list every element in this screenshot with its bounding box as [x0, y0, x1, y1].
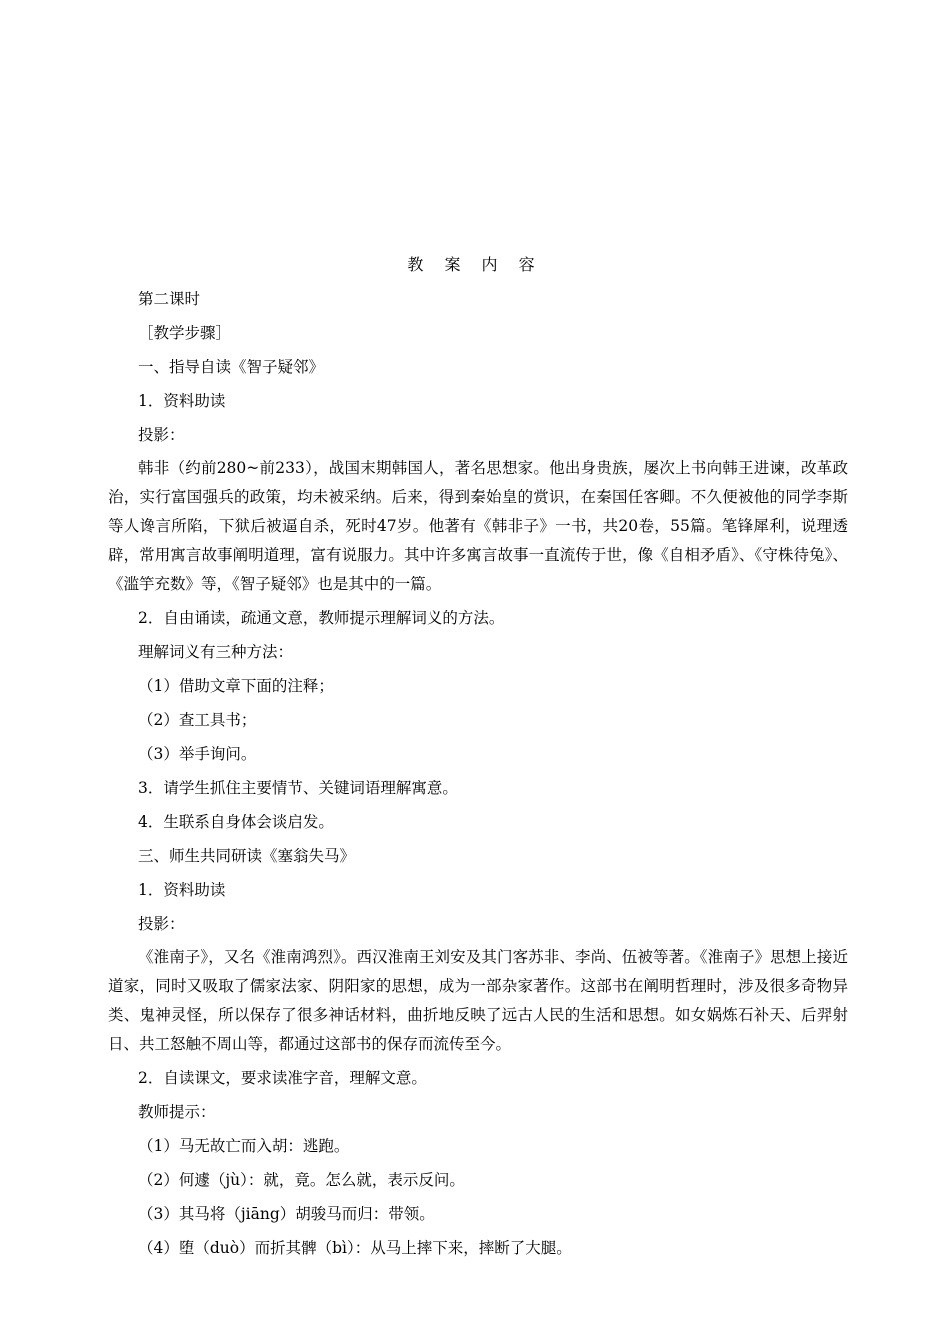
list-item: （1）马无故亡而入胡：逃跑。: [138, 1137, 350, 1155]
list-item: （2）查工具书；: [138, 711, 257, 729]
text-line: 投影：: [138, 426, 185, 444]
list-item: （1）借助文章下面的注释；: [138, 677, 334, 695]
text-line: 2．自读课文，要求读准字音，理解文意。: [138, 1069, 427, 1087]
text-line: 投影：: [138, 915, 185, 933]
text-line: 1．资料助读: [138, 392, 226, 410]
text-line: ［教学步骤］: [138, 324, 232, 342]
list-item: （3）其马将（jiāng）胡骏马而归：带领。: [138, 1205, 435, 1223]
paragraph-huainanzi: 《淮南子》，又名《淮南鸿烈》。西汉淮南王刘安及其门客苏非、李尚、伍被等著。《淮南子》思想上接近道家，同时又吸取了儒家法家、阴阳家的思想，成为一部杂家著作。这部书在阐明哲理时，涉及很多奇物异类、鬼神灵怪，所以保存了很多神话材料，曲折地反映了远古人民的生活和思想。如女娲炼石补天、后羿射日、共工怒触不周山等，都通过这部书的保存而流传至今。: [108, 948, 848, 1053]
list-item: （3）举手询问。: [138, 745, 257, 763]
text-line: 理解词义有三种方法：: [138, 643, 294, 661]
text-line: 1．资料助读: [138, 881, 226, 899]
list-item: （4）堕（duò）而折其髀（bì）：从马上摔下来，摔断了大腿。: [138, 1239, 572, 1257]
text-line: 4．生联系自身体会谈启发。: [138, 813, 334, 831]
text-line: 教师提示：: [138, 1103, 216, 1121]
document-body: [108, 288, 848, 1271]
document-title: 教 案 内 容: [407, 255, 543, 274]
paragraph-hanfei: 韩非（约前280~前233），战国末期韩国人，著名思想家。他出身贵族，屡次上书向韩王进谏，改革政治，实行富国强兵的政策，均未被采纳。后来，得到秦始皇的赏识，在秦国任客卿。不久便被他的同学李斯等人谗言所陷，下狱后被逼自杀，死时47岁。他著有《韩非子》一书，共20卷，55篇。笔锋犀利，说理透辟，常用寓言故事阐明道理，富有说服力。其中许多寓言故事一直流传于世，像《自相矛盾》、《守株待兔》、《滥竽充数》等，《智子疑邻》也是其中的一篇。: [108, 459, 848, 593]
text-line: 2．自由诵读，疏通文意，教师提示理解词义的方法。: [138, 609, 505, 627]
text-line: 3．请学生抓住主要情节、关键词语理解寓意。: [138, 779, 458, 797]
list-item: （2）何遽（jù）：就，竟。怎么就，表示反问。: [138, 1171, 465, 1189]
section-heading: 三、师生共同研读《塞翁失马》: [138, 847, 356, 865]
section-heading: 一、指导自读《智子疑邻》: [138, 358, 325, 376]
text-line: 第二课时: [138, 290, 201, 308]
